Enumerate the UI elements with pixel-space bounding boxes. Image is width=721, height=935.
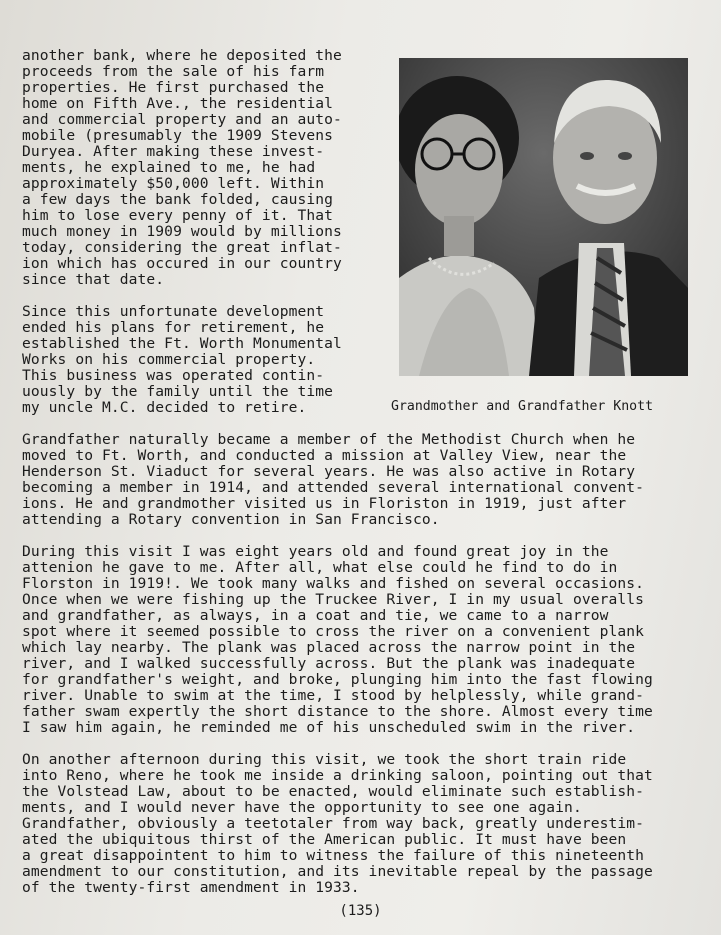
text-line: spot where it seemed possible to cross the river on a convenient plank: [22, 623, 645, 640]
text-line: ions. He and grandmother visited us in Floriston in 1919, just after: [22, 495, 627, 512]
text-line: ended his plans for retirement, he: [22, 319, 325, 336]
text-line: Grandfather naturally became a member of the Methodist Church when he: [22, 431, 636, 448]
text-line: a great disappointent to him to witness the failure of this nineteenth: [22, 847, 645, 864]
text-line: established the Ft. Worth Monumental: [22, 335, 342, 352]
text-line: ments, he explained to me, he had: [22, 159, 316, 176]
text-line: home on Fifth Ave., the residential: [22, 95, 334, 112]
text-line: of the twenty-first amendment in 1933.: [22, 879, 360, 896]
text-line: Once when we were fishing up the Truckee River, I in my usual overalls: [22, 591, 645, 608]
text-line: the Volstead Law, about to be enacted, would eliminate such establish-: [22, 783, 645, 800]
text-line: proceeds from the sale of his farm: [22, 63, 325, 80]
photo-caption: Grandmother and Grandfather Knott: [391, 399, 654, 414]
text-line: moved to Ft. Worth, and conducted a mission at Valley View, near the: [22, 447, 627, 464]
text-line: ments, and I would never have the opportunity to see one again.: [22, 799, 582, 816]
portrait-photo: [399, 58, 688, 376]
text-line: Works on his commercial property.: [22, 351, 316, 368]
text-line: properties. He first purchased the: [22, 79, 325, 96]
text-line: attenion he gave to me. After all, what else could he find to do in: [22, 559, 618, 576]
text-line: today, considering the great inflat-: [22, 239, 342, 256]
text-line: my uncle M.C. decided to retire.: [22, 399, 307, 416]
text-line: ated the ubiquitous thirst of the American public. It must have been: [22, 831, 627, 848]
text-line: During this visit I was eight years old and found great joy in the: [22, 543, 609, 560]
text-line: for grandfather's weight, and broke, plunging him into the fast flowing: [22, 671, 653, 688]
text-line: Duryea. After making these invest-: [22, 143, 325, 160]
text-line: uously by the family until the time: [22, 383, 334, 400]
text-line: Henderson St. Viaduct for several years. He was also active in Rotary: [22, 463, 636, 480]
text-line: river. Unable to swim at the time, I stood by helplessly, while grand-: [22, 687, 645, 704]
text-line: him to lose every penny of it. That: [22, 207, 334, 224]
text-line: Grandfather, obviously a teetotaler from way back, greatly underestim-: [22, 815, 645, 832]
text-line: becoming a member in 1914, and attended several international convent-: [22, 479, 645, 496]
text-line: approximately $50,000 left. Within: [22, 175, 325, 192]
page-number: (135): [339, 903, 382, 919]
text-line: a few days the bank folded, causing: [22, 191, 334, 208]
portrait-photo-image: [399, 58, 688, 376]
text-line: which lay nearby. The plank was placed across the narrow point in the: [22, 639, 636, 656]
text-line: since that date.: [22, 271, 165, 288]
text-line: This business was operated contin-: [22, 367, 325, 384]
text-line: Florston in 1919!. We took many walks and fished on several occasions.: [22, 575, 645, 592]
text-line: On another afternoon during this visit, we took the short train ride: [22, 751, 627, 768]
text-line: mobile (presumably the 1909 Stevens: [22, 127, 334, 144]
text-line: Since this unfortunate development: [22, 303, 325, 320]
text-line: much money in 1909 would by millions: [22, 223, 342, 240]
text-line: into Reno, where he took me inside a drinking saloon, pointing out that: [22, 767, 653, 784]
text-line: another bank, where he deposited the: [22, 47, 342, 64]
text-line: and grandfather, as always, in a coat and tie, we came to a narrow: [22, 607, 609, 624]
text-line: amendment to our constitution, and its inevitable repeal by the passage: [22, 863, 653, 880]
text-line: river, and I walked successfully across. But the plank was inadequate: [22, 655, 636, 672]
text-line: and commercial property and an auto-: [22, 111, 342, 128]
text-line: ion which has occured in our country: [22, 255, 342, 272]
text-line: attending a Rotary convention in San Francisco.: [22, 511, 440, 528]
text-line: father swam expertly the short distance to the shore. Almost every time: [22, 703, 653, 720]
text-line: I saw him again, he reminded me of his unscheduled swim in the river.: [22, 719, 636, 736]
